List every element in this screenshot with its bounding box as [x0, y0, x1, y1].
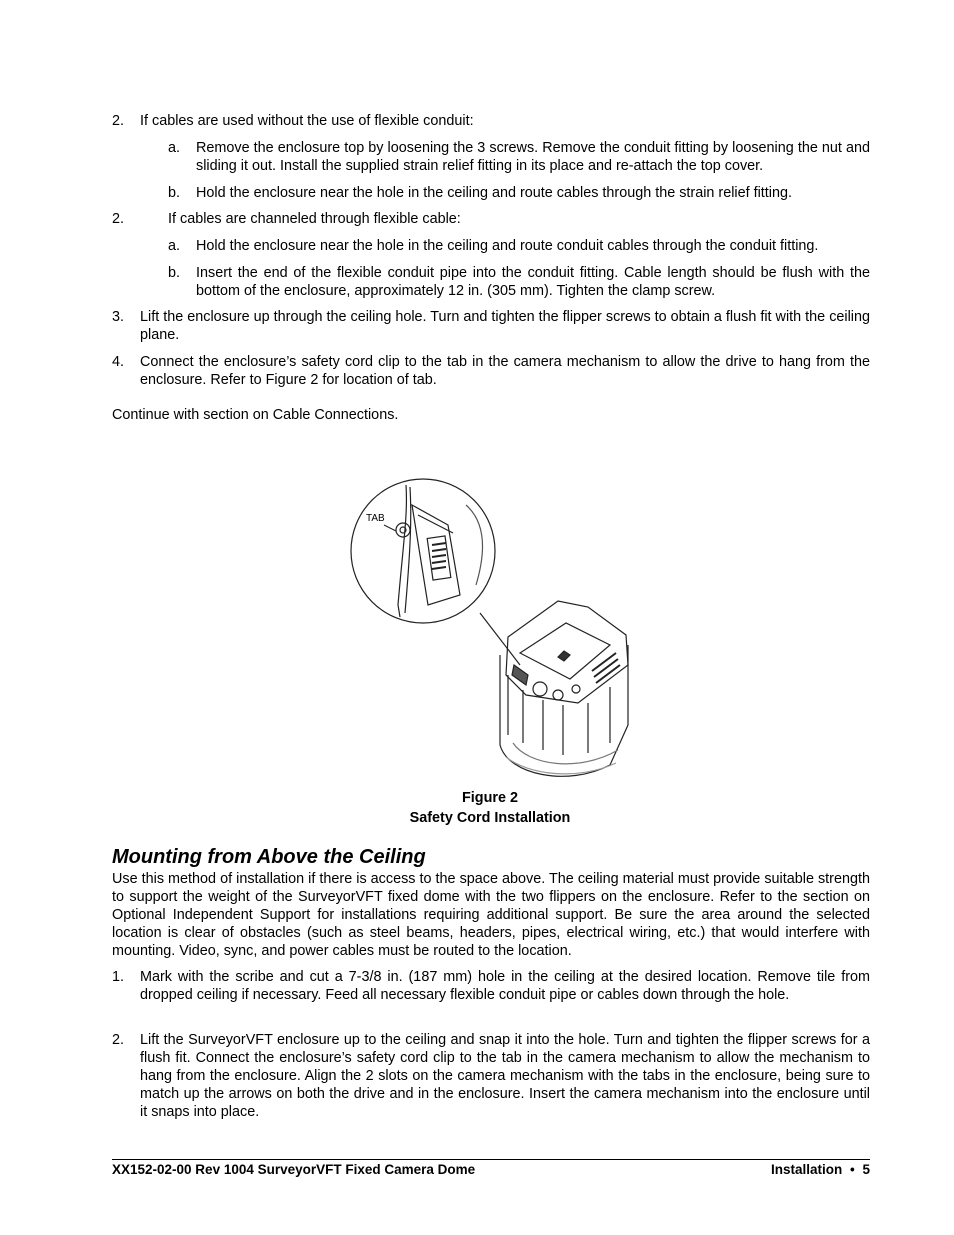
list-item: Connect the enclosure’s safety cord clip to the tab in the camera mechanism to allow the drive to hang from the enclosure. Refer to Figure 2 for location of tab.: [140, 354, 870, 388]
section-intro: Use this method of installation if there is access to the space above. The ceiling material must provide suitable strength to support the weight of the SurveyorVFT fixed dome with the two flippers on the enclosure. Refer to the section on Optional Independent Support for installations requiring additional support. Be sure the area around the selected location is clear of obstacles (such as steel beams, headers, pipes, electrical wiring, etc.) that would interfere with mounting. Video, sync, and power cables must be routed to the location.: [112, 871, 870, 959]
figure-title: Safety Cord Installation: [409, 810, 571, 826]
sub-letter: a.: [168, 140, 181, 156]
list-item: Lift the enclosure up through the ceiling hole. Turn and tighten the flipper screws to obtain a flush fit with the ceiling plane.: [140, 309, 870, 343]
list-item: Mark with the scribe and cut a 7-3/8 in. (187 mm) hole in the ceiling at the desired location. Remove tile from dropped ceiling if necessary. Feed all necessary flexible conduit pipe or cables down through the hole.: [140, 969, 870, 1003]
sub-letter: a.: [168, 238, 181, 254]
safety-cord-illustration: [348, 475, 632, 791]
sub-item: Insert the end of the flexible conduit pipe into the conduit fitting. Cable length should be flush with the bottom of the enclosure, approximately 12 in. (305 mm). Tighten the clamp screw.: [196, 265, 870, 299]
footer-section: Installation: [770, 1162, 843, 1177]
list-item: Lift the SurveyorVFT enclosure up to the ceiling and snap it into the hole. Turn and tighten the flipper screws for a flush fit. Connect the enclosure’s safety cord clip to the tab in the camera mechanism to allow the mechanism to hang from the enclosure. Align the 2 slots on the camera mechanism with the tabs in the enclosure, being sure to match up the arrows on both the drive and in the enclosure. Insert the camera mechanism into the enclosure until it snaps into place.: [140, 1032, 870, 1120]
magnifier-circle: [351, 479, 495, 623]
sub-item: Hold the enclosure near the hole in the ceiling and route conduit cables through the conduit fitting.: [196, 238, 819, 254]
continue-text: Continue with section on Cable Connections.: [112, 407, 399, 423]
list-number: 2.: [112, 113, 125, 129]
list-number: 2.: [112, 211, 125, 227]
footer-doc-title: XX152-02-00 Rev 1004 SurveyorVFT Fixed Camera Dome: [112, 1162, 476, 1177]
list-number: 1.: [112, 969, 125, 985]
sub-letter: b.: [168, 185, 181, 201]
list-number: 2.: [112, 1032, 125, 1048]
sub-item: Remove the enclosure top by loosening the 3 screws. Remove the conduit fitting by loosening the nut and sliding it out. Install the supplied strain relief fitting in its place and re-attach the top cover.: [196, 140, 870, 174]
camera-mechanism-detail: [412, 505, 460, 605]
sub-item: Hold the enclosure near the hole in the ceiling and route cables through the strain relief fitting.: [196, 185, 792, 201]
list-item: If cables are used without the use of flexible conduit:: [140, 113, 474, 129]
list-number: 3.: [112, 309, 125, 325]
sub-letter: b.: [168, 265, 181, 281]
section-heading: Mounting from Above the Ceiling: [112, 846, 426, 868]
page-number: 5: [862, 1162, 870, 1177]
figure-number: Figure 2: [462, 790, 518, 806]
list-number: 4.: [112, 354, 125, 370]
enclosure-wall: [398, 485, 406, 617]
footer-rule: [112, 1159, 870, 1160]
tab-detail: [396, 523, 410, 537]
footer-page-info: [771, 1162, 870, 1177]
list-item: If cables are channeled through flexible cable:: [168, 211, 461, 227]
tab-label: TAB: [366, 513, 385, 524]
footer-bullet: •: [849, 1162, 855, 1177]
